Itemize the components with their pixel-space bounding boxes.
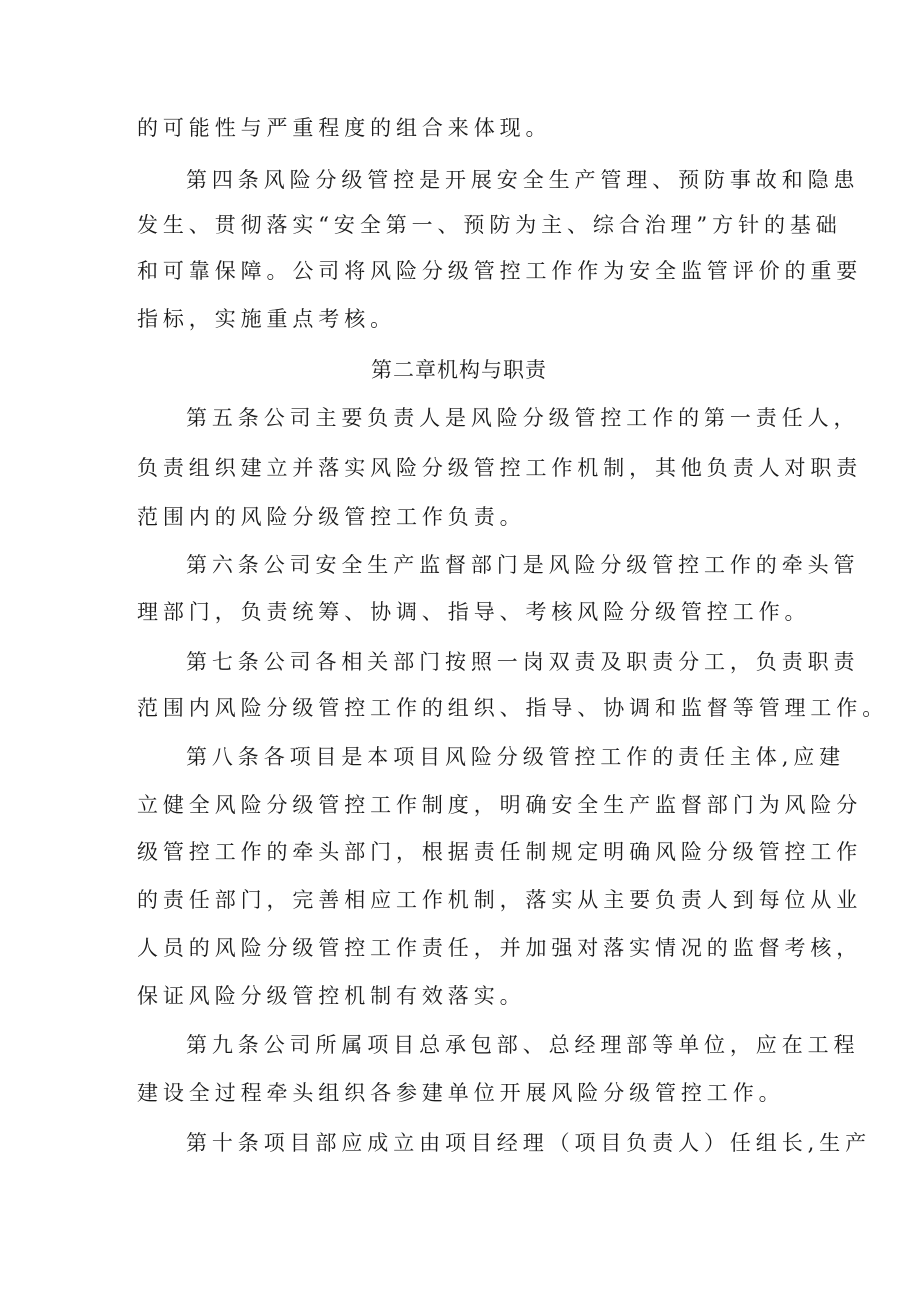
body-text-line: 人员的风险分级管控工作责任，并加强对落实情况的监督考核， — [137, 936, 863, 960]
body-text-line: 建设全过程牵头组织各参建单位开展风险分级管控工作。 — [137, 1081, 785, 1105]
chapter-title: 第二章机构与职责 — [371, 358, 547, 382]
body-text-line: 范围内风险分级管控工作的组织、指导、协调和监督等管理工作。 — [137, 696, 889, 720]
body-text-line: 发生、贯彻落实“安全第一、预防为主、综合治理”方针的基础 — [137, 213, 842, 237]
body-text-line: 理部门，负责统筹、协调、指导、考核风险分级管控工作。 — [137, 600, 811, 624]
body-text-line: 和可靠保障。公司将风险分级管控工作作为安全监管评价的重要 — [137, 259, 863, 283]
body-text-line: 保证风险分级管控机制有效落实。 — [137, 984, 526, 1008]
body-text-line: 立健全风险分级管控工作制度，明确安全生产监督部门为风险分 — [137, 793, 863, 817]
body-text-line: 负责组织建立并落实风险分级管控工作机制，其他负责人对职责 — [137, 456, 863, 480]
article-5-text: 第五条公司主要负责人是风险分级管控工作的第一责任人， — [186, 406, 860, 430]
article-8-text: 第八条各项目是本项目风险分级管控工作的责任主体,应建 — [186, 745, 846, 769]
body-text-line: 范围内的风险分级管控工作负责。 — [137, 505, 526, 529]
article-10-text: 第十条项目部应成立由项目经理（项目负责人）任组长,生产 — [186, 1131, 871, 1155]
article-4-text: 第四条风险分级管控是开展安全生产管理、预防事故和隐患 — [186, 168, 860, 192]
body-text-line: 指标，实施重点考核。 — [137, 307, 396, 331]
body-text-line: 的可能性与严重程度的组合来体现。 — [137, 116, 552, 140]
article-6-text: 第六条公司安全生产监督部门是风险分级管控工作的牵头管 — [186, 553, 860, 577]
article-7-text: 第七条公司各相关部门按照一岗双责及职责分工，负责职责 — [186, 650, 860, 674]
body-text-line: 级管控工作的牵头部门，根据责任制规定明确风险分级管控工作 — [137, 840, 863, 864]
body-text-line: 的责任部门，完善相应工作机制，落实从主要负责人到每位从业 — [137, 888, 863, 912]
article-9-text: 第九条公司所属项目总承包部、总经理部等单位，应在工程 — [186, 1033, 860, 1057]
